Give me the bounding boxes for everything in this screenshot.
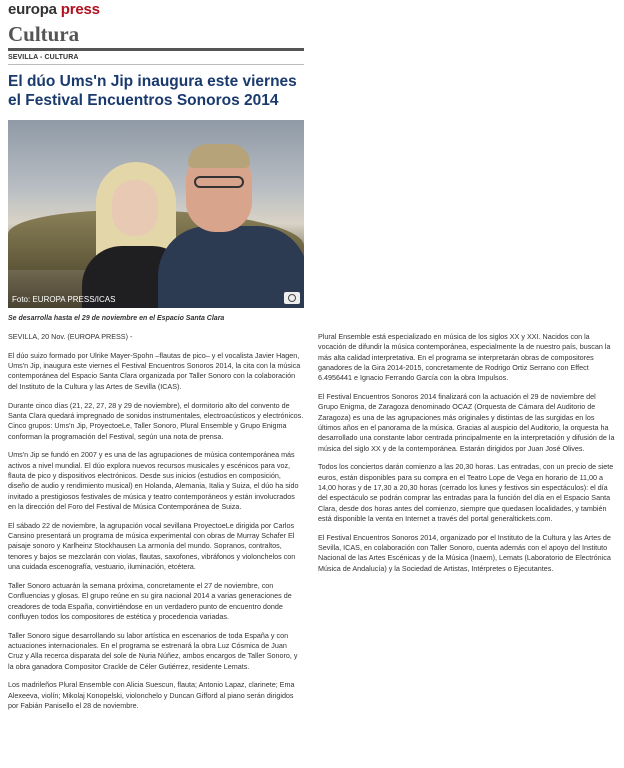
photo-glasses <box>194 176 244 188</box>
paragraph: Durante cinco días (21, 22, 27, 28 y 29 de noviembre), el dormitorio alto del convento de Santa Clara quedará impregnado de sonidos instrumentales, electroacústicos y electrónicos. Cinco grupos: Ums'n Jip, ProyectoeLe, Taller Sonoro, Plural Ensemble y Grupo Enigma conforman la programación del Festival, según una nota de prensa. <box>8 400 304 441</box>
paragraph: SEVILLA, 20 Nov. (EUROPA PRESS) - <box>8 332 133 341</box>
paragraph: Los madrileños Plural Ensemble con Alicia Suescun, flauta; Antonio Lapaz, clarinete; Ema Alexeeva, violín; Mikolaj Konopelski, violonchelo y Duncan Gifford al piano serán dirigidos por Fabián Panisello el 28 de noviembre. <box>8 680 295 711</box>
breadcrumb: SEVILLA - CULTURA <box>8 54 79 61</box>
paragraph: Plural Ensemble está especializado en música de los siglos XX y XXI. Nacidos con la vocación de difundir la música contemporánea, especialmente la de nuestro país, buscan la más alta calidad interpretativa. En el programa se interpretarán obras de compositores ganadores de la Gira 2014-2015, concretamente de Rodrigo Ortiz Serrano con Effect 6.4956441 e Ignacio Ferrando García con la obra Impulsos. <box>318 332 611 383</box>
paragraph: El sábado 22 de noviembre, la agrupación vocal sevillana ProyectoeLe dirigida por Carlos Cansino presentará un programa de música experimental con obras de Murray Schafer El paisaje sonoro y Karlheinz Stockhausen La armonía del mundo. Sopranos, contraltos, tenores y bajos se mezclarán con violas, flautas, saxofones, vibráfonos y violonchelos con una cuidada escenografía, vestuario, iluminación, etcétera. <box>8 520 296 572</box>
photo-man-body <box>158 226 304 308</box>
paragraph: Todos los conciertos darán comienzo a las 20,30 horas. Las entradas, con un precio de siete euros, están disponibles para su compra en el Teatro Lope de Vega en horario de 11,00 a 14,00 horas y de 17,30 a 20,30 horas (cerrado los lunes y festivos sin espectáculos): el día del espectáculo se podrán comprar las entradas para la función del día en el Espacio Santa Clara, desde dos horas antes del comienzo, siempre que quedasen localidades, y también está disponible la venta en Internet a través del portal generaltickets.com. <box>318 462 614 523</box>
paragraph: El dúo suizo formado por Ulrike Mayer-Spohn –flautas de pico– y el vocalista Javier Hagen, Ums'n Jip, inaugura este viernes el Festival Encuentros Sonoros 2014, la cita con la música contemporánea del Espacio Santa Clara organizada por Taller Sonoro con la colaboración del Instituto de la Cultura y las Artes de Sevilla (ICAS). <box>8 350 301 391</box>
logo-text-europa: europa <box>8 1 61 18</box>
camera-icon[interactable] <box>284 292 300 304</box>
photo-credit: Foto: EUROPA PRESS/ICAS <box>12 295 116 304</box>
article-column-left <box>8 332 304 720</box>
photo-man-hair <box>188 144 250 168</box>
article-headline: El dúo Ums'n Jip inaugura este viernes el Festival Encuentros Sonoros 2014 <box>8 73 297 109</box>
article-column-right <box>318 332 616 583</box>
photo-woman-face <box>112 180 158 236</box>
europa-press-logo <box>8 1 100 18</box>
article-photo <box>8 120 304 308</box>
photo-subcaption: Se desarrolla hasta el 29 de noviembre en el Espacio Santa Clara <box>8 315 225 322</box>
paragraph: El Festival Encuentros Sonoros 2014 finalizará con la actuación el 29 de noviembre del Grupo Enigma, de Zaragoza denominado OCAZ (Orquesta de Cámara del Auditorio de Zaragoza) es una de las agrupaciones más originales y distintas de las surgidas en los últimos años en el panorama de la música. Gracias al auspicio del Auditorio, la orquesta ha desarrollado una constante labor centrada principalmente en la interpretación y difusión de la música del siglo XX y de la contemporánea. Estarán dirigidos por Juan José Olives. <box>318 392 615 453</box>
paragraph: Ums'n Jip se fundó en 2007 y es una de las agrupaciones de música contemporánea más activos a nivel mundial. El dúo explora nuevos recursos musicales y escénicos para voz, flauta de pico y dispositivos electrónicos. Desde sus inicios (estudios en composición, diseño de audio y rendimiento musical) en Holanda, Alemania, Italia y Suiza, el dúo ha sido invitado a prestigiosos festivales de música y teatro contemporáneos y están involucrados en la dirección del Foro del Festival de Música Contemporánea de Suiza. <box>8 450 299 511</box>
section-title: Cultura <box>8 22 304 51</box>
paragraph: Taller Sonoro actuarán la semana próxima, concretamente el 27 de noviembre, con Confluencias y glosas. El grupo reúne en su gira nacional 2014 a varias generaciones de creadores de toda España, convirtiéndose en un verdadero punto de encuentro donde confluyen todos los compositores de estética y procedencia variadas. <box>8 580 292 621</box>
divider <box>8 64 304 65</box>
paragraph: El Festival Encuentros Sonoros 2014, organizado por el Instituto de la Cultura y las Artes de Sevilla, ICAS, en colaboración con Taller Sonoro, cuenta además con el apoyo del Instituto Nacional de las Artes Escénicas y de la Música (Inaem), Lemats (Laboratorio de Electrónica Música de Andalucía) y la Sociedad de Artistas, Intérpretes o Ejecutantes. <box>318 532 611 573</box>
logo-text-press: press <box>60 1 100 18</box>
paragraph: Taller Sonoro sigue desarrollando su labor artística en escenarios de toda España y con actuaciones internacionales. En el programa se estrenará la obra Luz Cósmica de Juan Cruz y Alla recerca disparata del sole de Nuria Núñez, ambos encargos de Taller Sonoro, y la obra ganadora Compositor Crackle de Céler Gutiérrez, residente Lemats. <box>8 630 298 671</box>
